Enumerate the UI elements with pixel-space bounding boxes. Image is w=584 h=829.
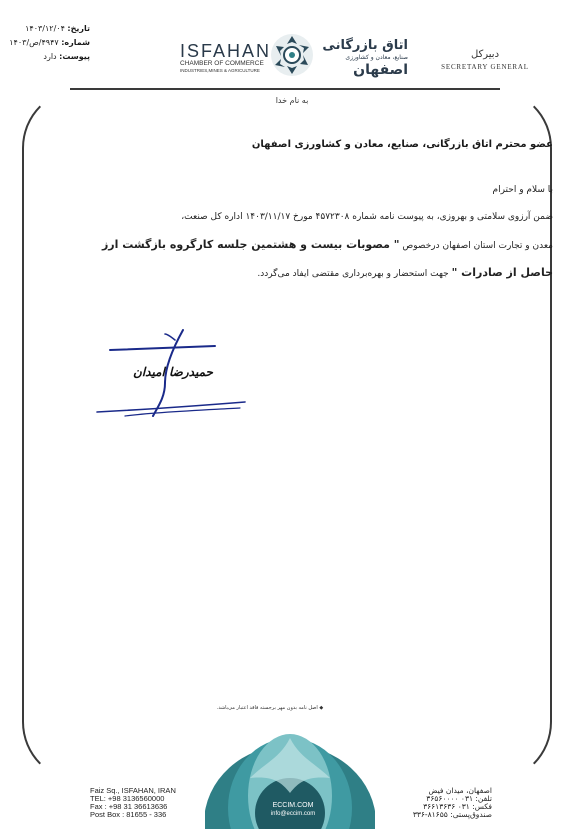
website-link[interactable]: ECCIM.COM: [272, 802, 314, 809]
contact-en-address: Faiz Sq., ISFAHAN, IRAN: [90, 786, 176, 795]
contact-en-pobox: Post Box : 81655 - 336: [90, 810, 167, 819]
logo-persian: [318, 38, 408, 78]
logo-fa-line2: صنایع، معادن و کشاورزی: [345, 54, 408, 61]
body-line2-bold: " مصوبات بیست و هشتمین جلسه کارگروه بازگشت ارز: [101, 238, 400, 251]
date-value: ۱۴۰۳/۱۲/۰۴: [25, 24, 65, 33]
letter-meta: [10, 22, 90, 64]
contact-en-fax: Fax : +98 31 36613636: [90, 802, 168, 811]
web-contact: [258, 802, 328, 818]
contact-persian: [390, 787, 492, 819]
date-label: تاریخ:: [67, 24, 90, 33]
email-link[interactable]: info@eccim.com: [270, 811, 316, 817]
page-frame-top-rule: [70, 88, 500, 90]
recipient-line: عضو محترم اتاق بازرگانی، صنایع، معادن و کشاورزی اصفهان: [251, 139, 553, 150]
footnote-text: اصل نامه بدون مهر برجسته فاقد اعتبار می‌باشد.: [216, 705, 318, 711]
body-line3-normal: جهت استحضار و بهره‌برداری مقتضی ایفاد می‌گردد.: [257, 269, 449, 279]
logo-en-line1: CHAMBER OF COMMERCE: [180, 60, 264, 67]
attachment-row: [10, 50, 90, 64]
body-paragraph-line1: ضمن آرزوی سلامتی و بهروزی، به پیوست نامه شماره ۴۵۷۲۳۰۸ مورخ ۱۴۰۳/۱۱/۱۷ اداره کل صنعت،: [181, 212, 553, 222]
contact-en-tel: TEL: +98 3136560000: [90, 794, 165, 803]
logo-fa-line3: اصفهان: [353, 62, 408, 78]
attachment-label: پیوست:: [59, 52, 90, 61]
date-row: [10, 22, 90, 36]
chamber-emblem-icon: [266, 32, 318, 78]
contact-english: [90, 787, 190, 819]
body-line3-bold: حاصل از صادرات ": [451, 266, 553, 279]
number-row: [10, 36, 90, 50]
diamond-icon: ◆: [319, 705, 324, 711]
contact-fa-address: اصفهان، میدان فیض: [428, 786, 492, 795]
validity-footnote: [150, 705, 390, 711]
contact-fa-fax: فکس: ۰۳۱ ۳۶۶۱۳۶۳۶: [423, 802, 492, 811]
body-paragraph-line2: [53, 238, 553, 251]
logo-en-line2: INDUSTRIES,MINES & AGRICULTURE: [180, 68, 260, 73]
body-line2-normal: معدن و تجارت استان اصفهان درخصوص: [402, 241, 553, 251]
logo-fa-line1: اتاق بازرگانی: [322, 38, 408, 53]
logo-en-name: ISFAHAN: [180, 41, 272, 61]
contact-fa-tel: تلفن: ۰۳۱ ۳۶۵۶۰۰۰۰: [426, 794, 492, 803]
greeting: با سلام و احترام: [492, 185, 553, 195]
secretary-en: SECRETARY GENERAL: [441, 63, 529, 71]
bismillah: به نام خدا: [275, 96, 309, 105]
number-label: شماره:: [61, 38, 90, 47]
number-value: ۴۹۴۷/ص/۱۴۰۳: [9, 38, 59, 47]
logo-english: [180, 42, 270, 74]
attachment-value: دارد: [43, 52, 57, 61]
body-paragraph-line3: [53, 266, 553, 279]
contact-fa-pobox: صندوق‌پستی: ۸۱۶۵۵-۳۳۶: [412, 810, 492, 819]
secretary-fa: دبیرکل: [470, 49, 500, 60]
signatory-name: حمیدرضا امیدان: [133, 365, 213, 379]
secretary-general: [440, 48, 530, 72]
